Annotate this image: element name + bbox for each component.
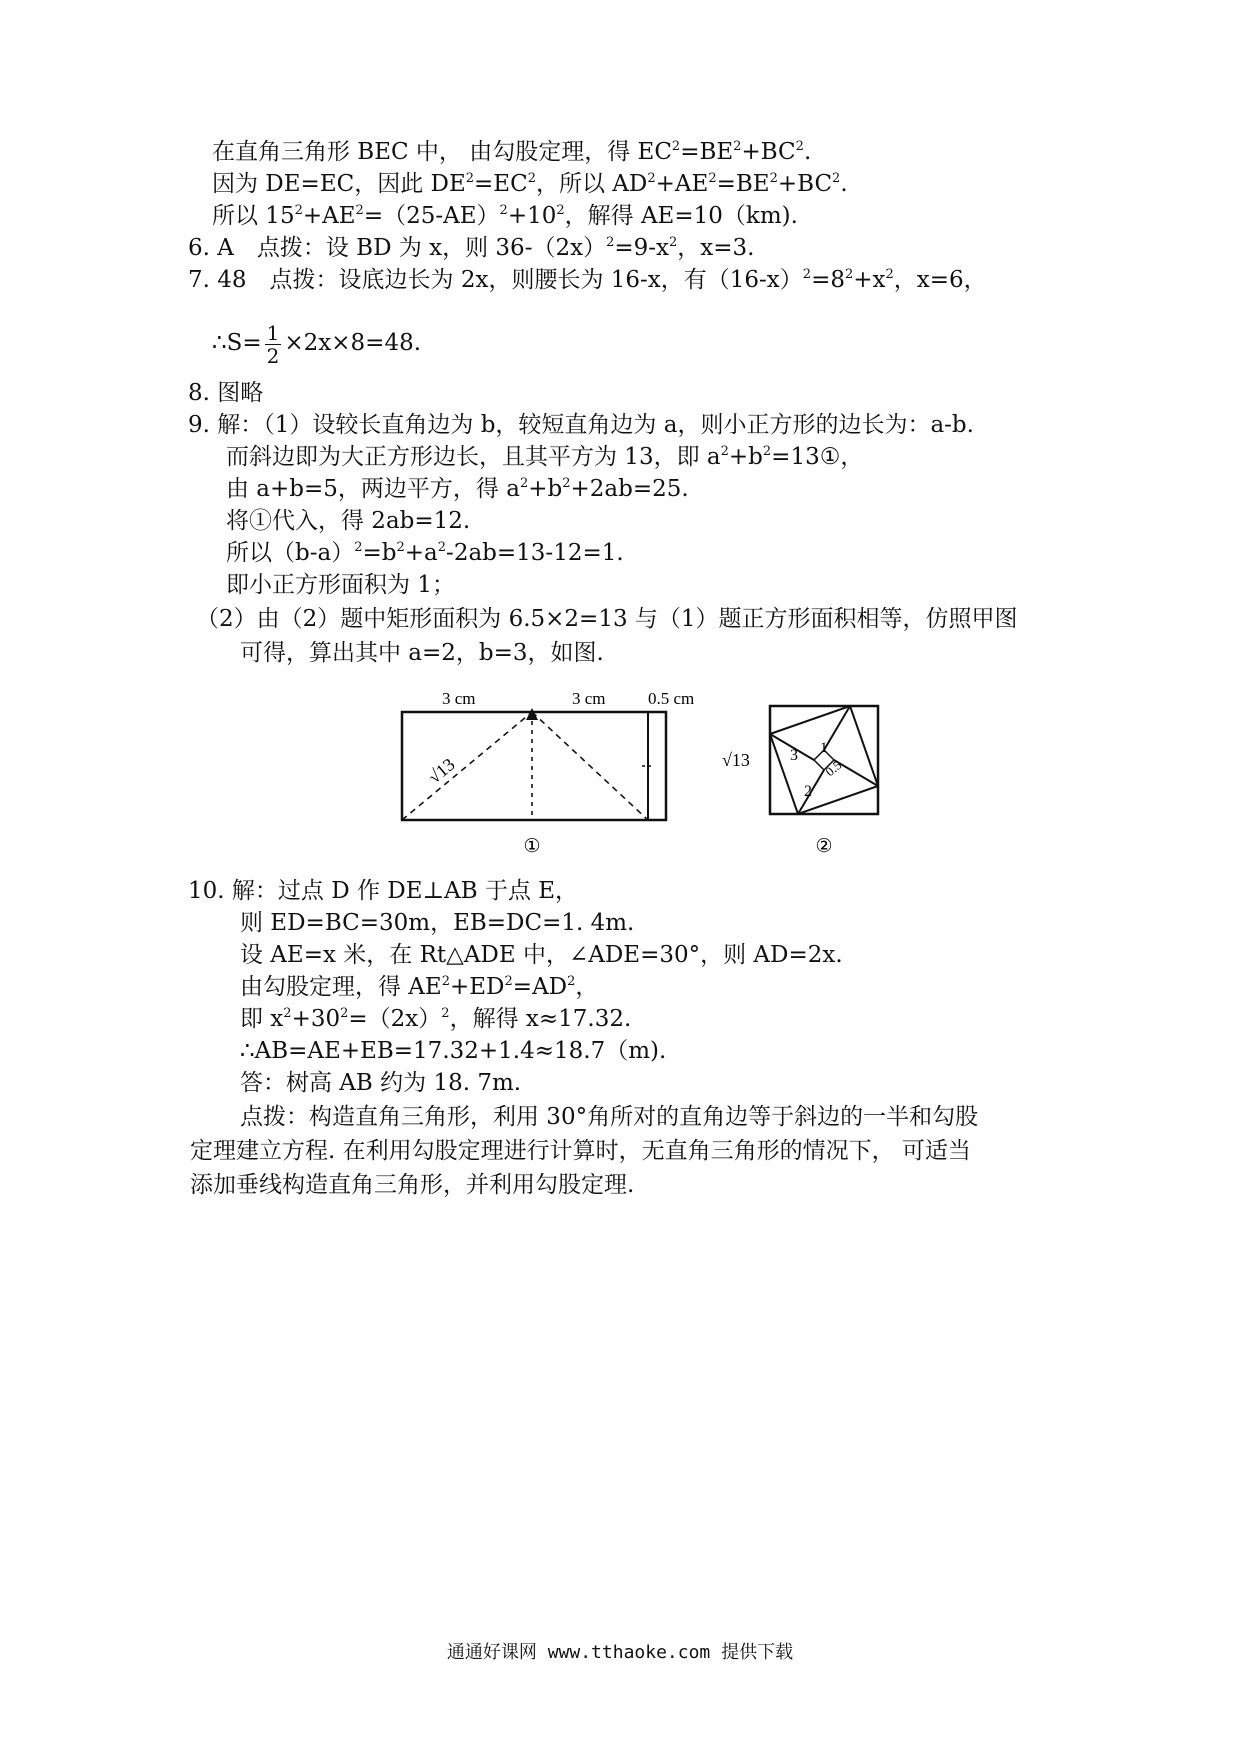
arrow-head-icon: [526, 708, 538, 720]
line-2: 因为 DE=EC，因此 $DE^2=EC^2$，所以 $AD^2+AE^2=BE^2+BC^2$.: [212, 171, 848, 197]
line-6-prefix: ∴S=: [212, 330, 262, 356]
line-6: [212, 318, 421, 368]
line-5: 7. 48 点拨：设底边长为 2x，则腰长为 16-x，有$(16-x)^2=8^2+x^2$，x=6，: [188, 267, 987, 293]
dashed-diagonal-left: [402, 712, 532, 820]
dashed-diagonal-right: [532, 712, 648, 820]
tilted-square: [770, 706, 878, 814]
line-7: 8. 图略: [188, 380, 264, 406]
side-label: √13: [722, 750, 750, 770]
line-25: 添加垂线构造直角三角形，并利用勾股定理.: [190, 1172, 635, 1198]
line-20: 即 $x^2+30^2=(2x)^2$，解得 x≈17.32.: [240, 1006, 632, 1032]
line-16: 10. 解：过点 D 作 DE⊥AB 于点 E，: [188, 878, 579, 904]
label-1: 1: [820, 740, 828, 756]
line-23: 点拨：构造直角三角形，利用 30°角所对的直角边等于斜边的一半和勾股: [240, 1104, 979, 1130]
line-8: 9. 解：（1）设较长直角边为 b，较短直角边为 a，则小正方形的边长为：a-b.: [188, 412, 974, 438]
label-mid: 3 cm: [572, 689, 606, 708]
caption-2: ②: [815, 836, 833, 856]
line-4: 6. A 点拨：设 BD 为 x，则 $36-(2x)^2=9-x^2$，x=3.: [188, 235, 755, 261]
caption-1: ①: [523, 836, 541, 856]
label-right: 0.5 cm: [648, 689, 695, 708]
line-6-suffix: ×2x×8=48.: [284, 330, 422, 356]
line-19: 由勾股定理，得 $AE^2+ED^2=AD^2$，: [240, 974, 599, 1000]
line-3: 所以 $15^2+AE^2=(25-AE)^2+10^2$，解得 AE=10（km).: [212, 203, 798, 229]
line-10: 由 a+b=5，两边平方，得 $a^2+b^2+2ab=25$.: [226, 476, 689, 502]
line-21: ∴AB=AE+EB=17.32+1.4≈18.7（m).: [240, 1038, 667, 1064]
label-2: 2: [804, 783, 812, 800]
label-3: 3: [790, 747, 798, 764]
diagonal-label: √13: [424, 754, 459, 788]
segment-3: [834, 760, 878, 786]
line-24: 定理建立方程. 在利用勾股定理进行计算时，无直角三角形的情况下， 可适当: [190, 1138, 971, 1164]
line-14: （2）由（2）题中矩形面积为 6.5×2=13 与（1）题正方形面积相等，仿照甲图: [196, 606, 1018, 632]
fraction-denominator: 2: [266, 343, 280, 368]
page-footer: 通通好课网 www.tthaoke.com 提供下载: [446, 1642, 794, 1663]
outer-square: [770, 706, 878, 814]
label-left: 3 cm: [442, 689, 476, 708]
line-13: 即小正方形面积为 1；: [226, 572, 455, 598]
line-18: 设 AE=x 米，在 Rt△ADE 中，∠ADE=30°，则 AD=2x.: [240, 942, 843, 968]
line-15: 可得，算出其中 a=2，b=3，如图.: [240, 640, 604, 666]
fraction-one-half: [265, 322, 282, 367]
line-1: 在直角三角形 BEC 中， 由勾股定理，得 $EC^2=BE^2+BC^2$.: [212, 139, 812, 165]
line-17: 则 ED=BC=30m，EB=DC=1. 4m.: [240, 910, 635, 936]
figure-1: [390, 686, 710, 856]
label-0-5: 0.5: [822, 757, 845, 780]
segment-2: [824, 706, 850, 750]
line-9: 而斜边即为大正方形边长，且其平方为 13，即 $a^2+b^2=13①$，: [226, 444, 864, 470]
figure-2: [720, 696, 900, 856]
line-22: 答：树高 AB 约为 18. 7m.: [240, 1070, 522, 1096]
line-12: 所以$(b-a)^2=b^2+a^2-2ab=13-12=1$.: [226, 540, 624, 566]
fraction-numerator: 1: [266, 320, 280, 345]
line-11: 将①代入，得 2ab=12.: [226, 508, 471, 534]
